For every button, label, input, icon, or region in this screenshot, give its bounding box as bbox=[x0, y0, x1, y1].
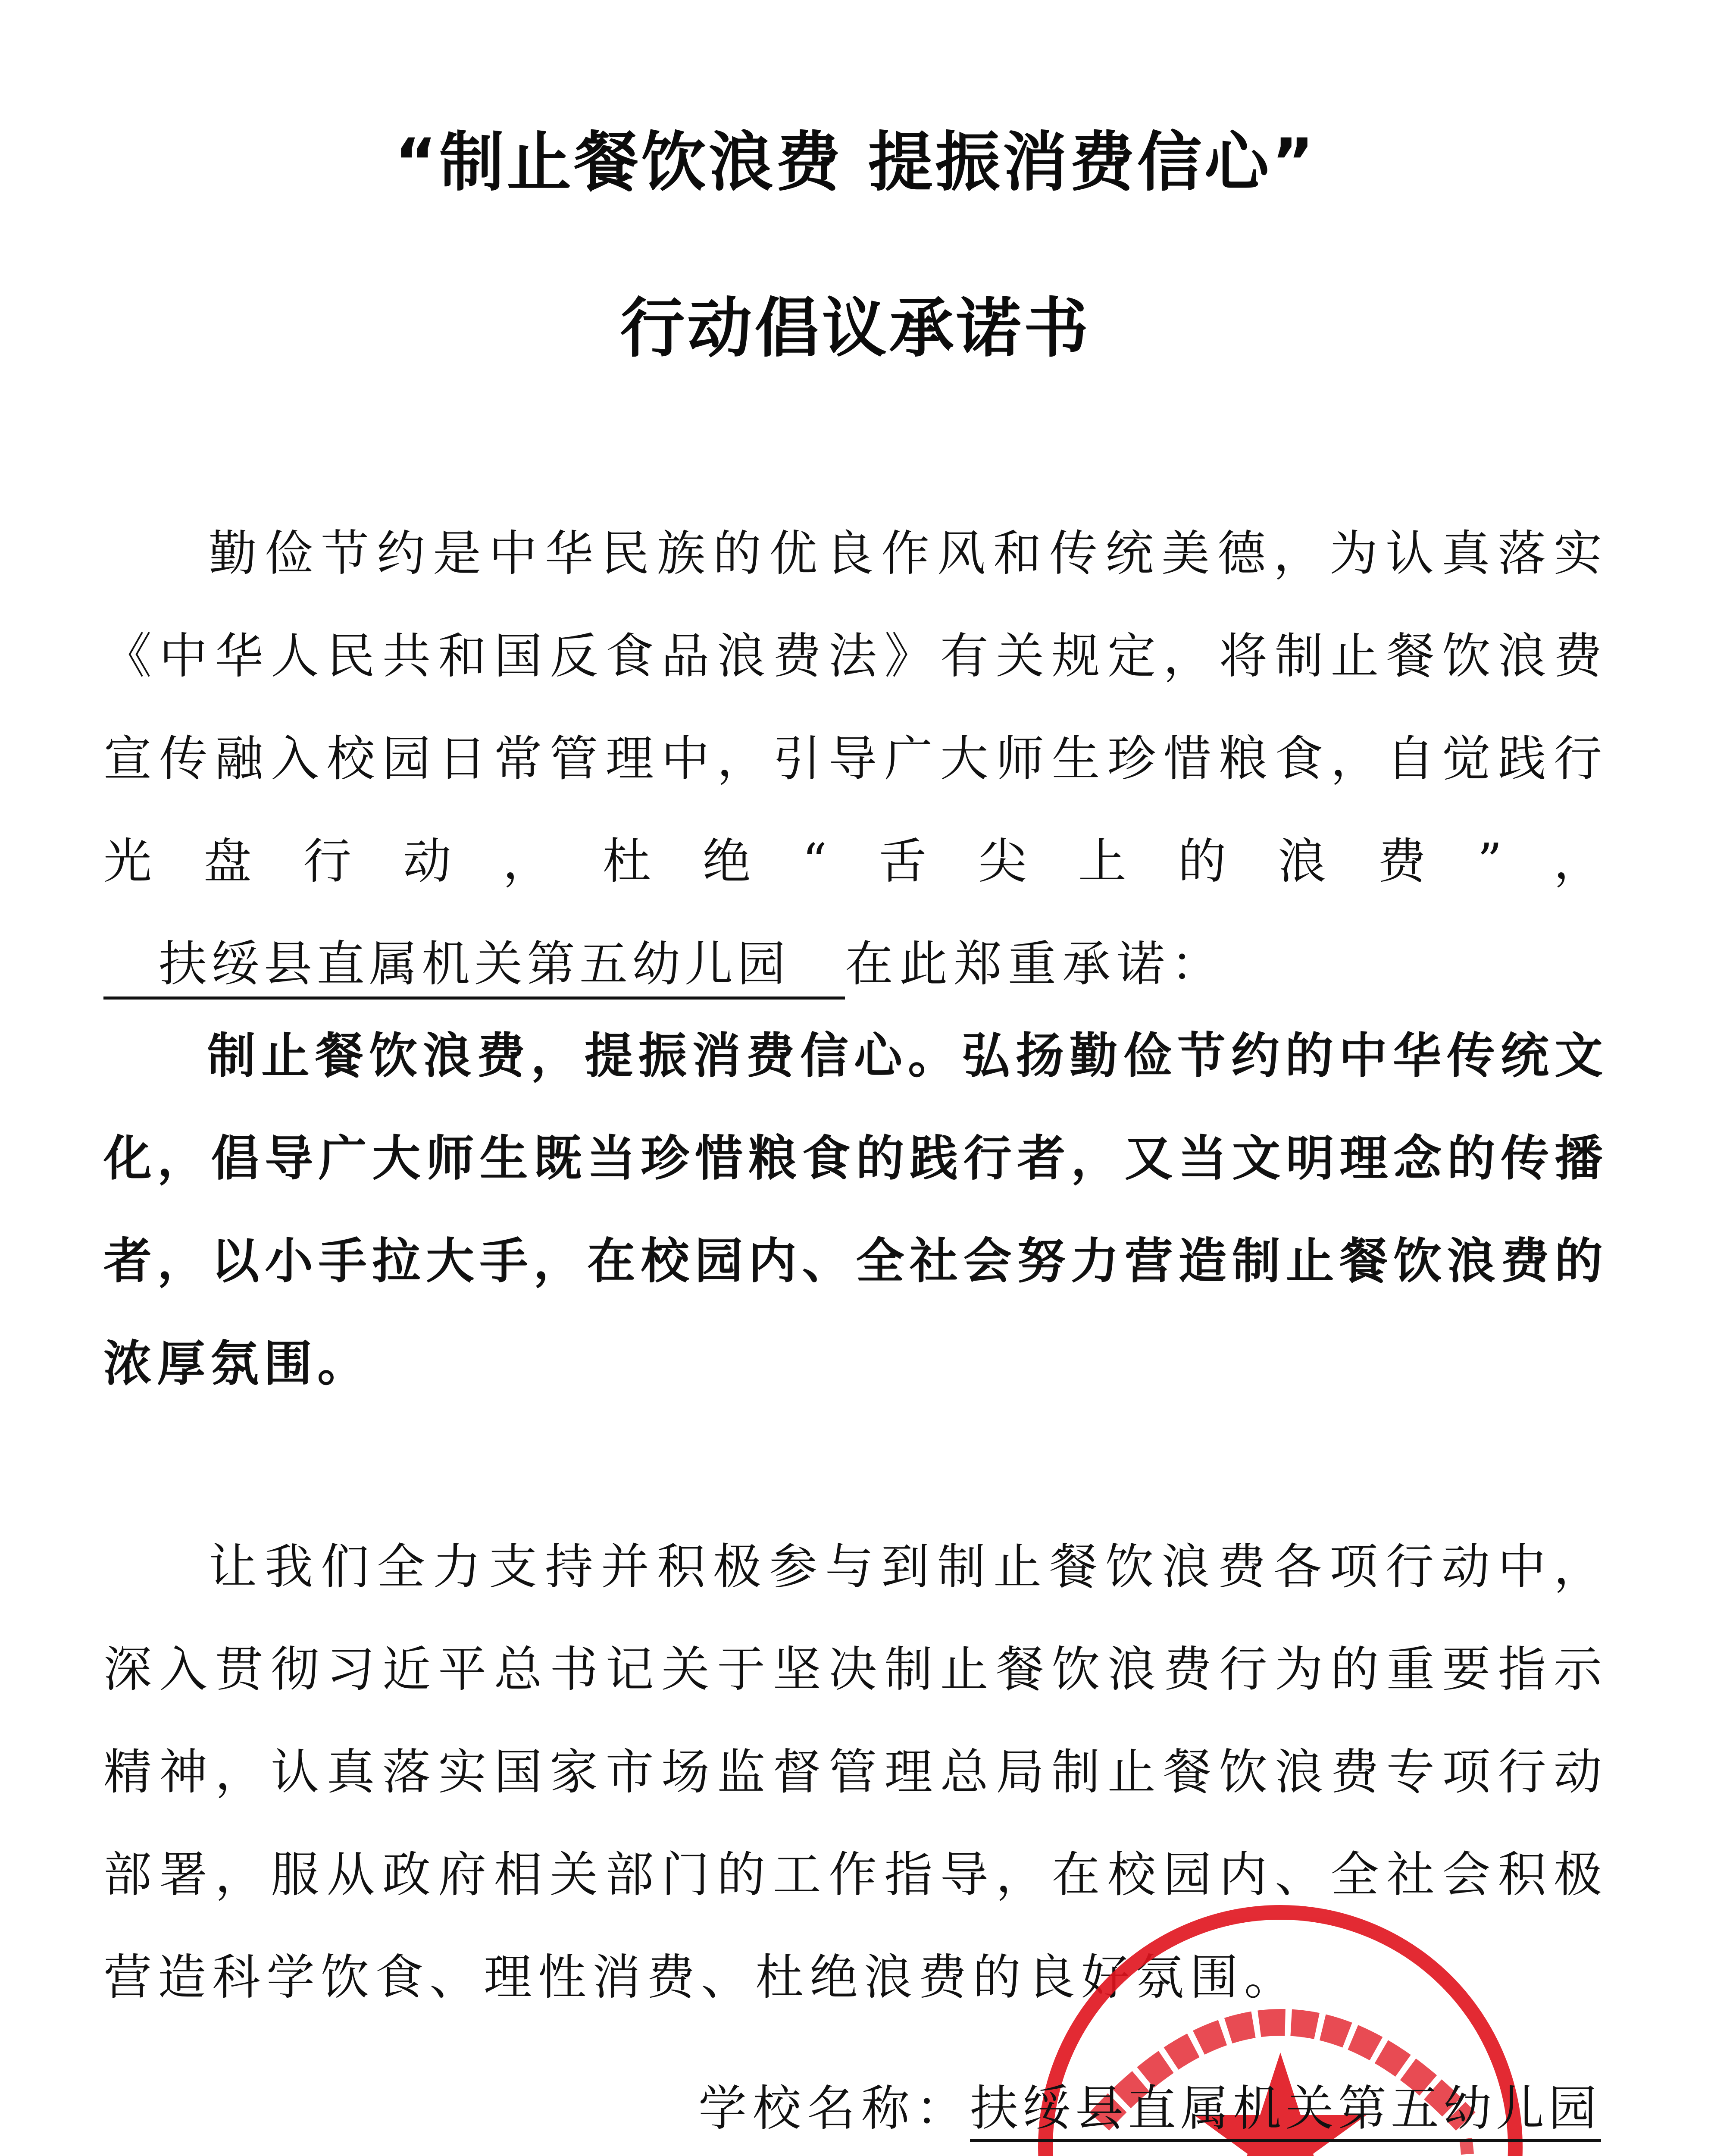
school-name-value: 扶绥县直属机关第五幼儿园 bbox=[970, 2081, 1601, 2142]
paragraph-commitment-text: 制止餐饮浪费，提振消费信心。弘扬勤俭节约的中华传统文化，倡导广大师生既当珍惜粮食的践行者，又当文明理念的传播者，以小手拉大手，在校园内、全社会努力营造制止餐饮浪费的浓厚氛围。 bbox=[103, 1028, 1608, 1392]
school-name-row bbox=[698, 2070, 1601, 2139]
school-name-blank: 扶绥县直属机关第五幼儿园 bbox=[103, 932, 845, 1000]
document-title-line2: 行动倡议承诺书 bbox=[620, 291, 1091, 366]
paragraph-intro-text: 勤俭节约是中华民族的优良作风和传统美德，为认真落实《中华人民共和国反食品浪费法》有关规定，将制止餐饮浪费宣传融入校园日常管理中，引导广大师生珍惜粮食，自觉践行光盘行动，杜绝“舌尖上的浪费”， bbox=[103, 526, 1608, 890]
paragraph-commitment bbox=[103, 1005, 1608, 1415]
document-title-line1: “制止餐饮浪费 提振消费信心” bbox=[394, 125, 1317, 200]
paragraph-action-text: 让我们全力支持并积极参与到制止餐饮浪费各项行动中，深入贯彻习近平总书记关于坚决制止餐饮浪费行为的重要指示精神，认真落实国家市场监督管理总局制止餐饮浪费专项行动部署，服从政府相关部门的工作指导，在校园内、全社会积极营造科学饮食、理性消费、杜绝浪费的良好氛围。 bbox=[103, 1539, 1608, 2006]
paragraph-intro-tail: 在此郑重承诺： bbox=[845, 936, 1225, 992]
paragraph-intro bbox=[103, 502, 1608, 1015]
school-name-label: 学校名称： bbox=[698, 2081, 970, 2137]
